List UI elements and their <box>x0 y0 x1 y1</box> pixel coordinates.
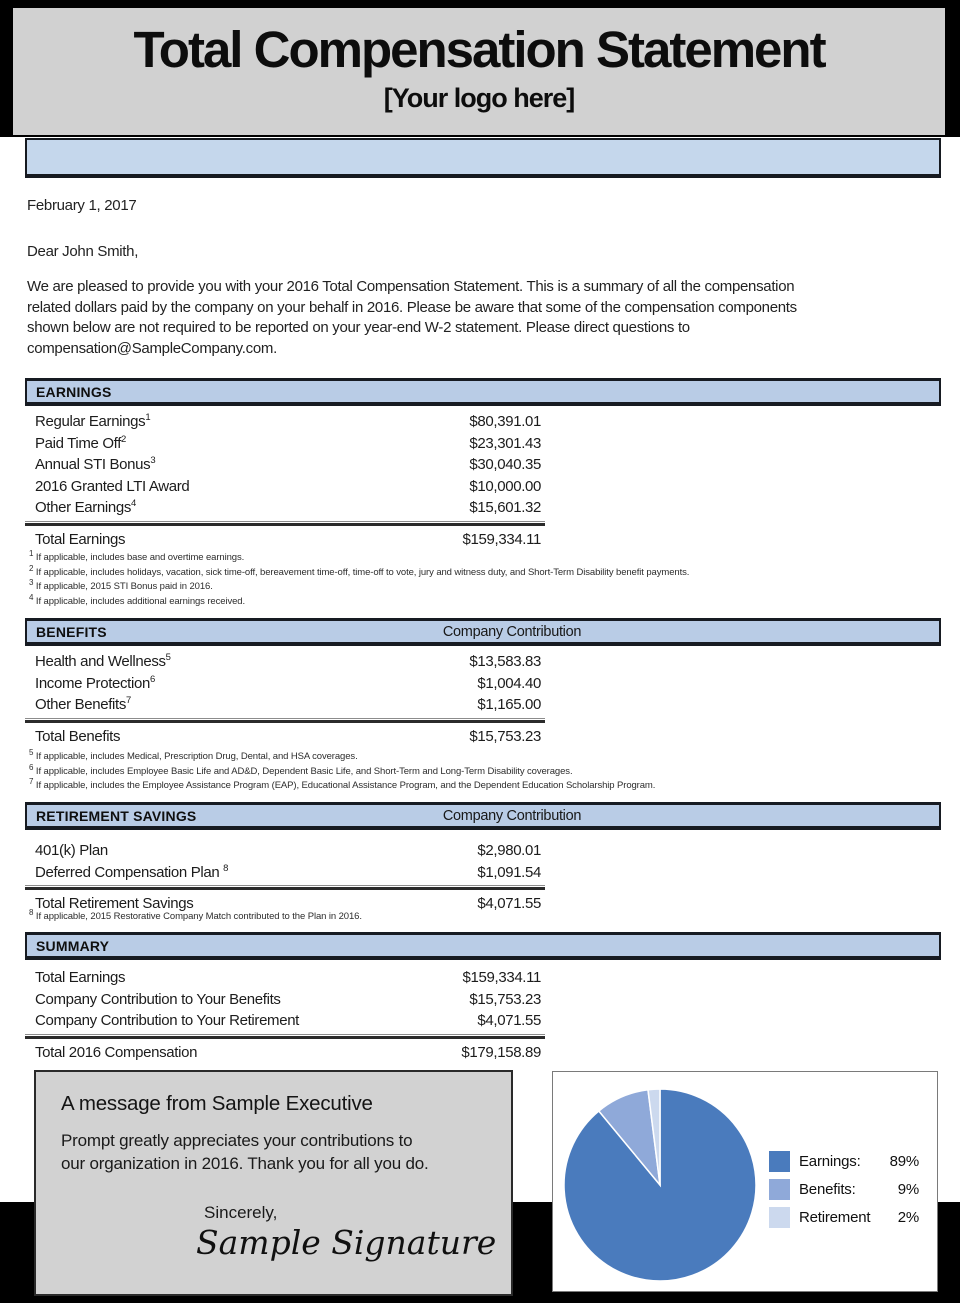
section-header-benefits <box>25 618 941 646</box>
row-label: Paid Time Off$^2$ <box>35 433 126 452</box>
total-separator <box>25 718 545 723</box>
row-label: Company Contribution to Your Retirement <box>35 1012 300 1030</box>
footnote: $^6$ If applicable, includes Employee Basic Life and AD&D, Dependent Basic Life, and Short-Term and Long-Term Disability coverages. <box>29 762 573 777</box>
section-title: BENEFITS <box>36 623 107 640</box>
footnote: $^4$ If applicable, includes additional earnings received. <box>29 592 246 607</box>
letter-greeting: Dear John Smith, <box>27 243 139 260</box>
total-value: $15,753.23 <box>469 727 541 745</box>
footnote: $^3$ If applicable, 2015 STI Bonus paid in 2016. <box>29 578 213 593</box>
row-label: Regular Earnings$^1$ <box>35 412 151 431</box>
section-earnings <box>25 378 941 551</box>
table-row <box>25 1010 545 1032</box>
legend-value: 9% <box>897 1180 919 1198</box>
letter-date: February 1, 2017 <box>27 197 137 214</box>
letter-body-line: related dollars paid by the company on your behalf in 2016. Please be aware that some of the compensation components <box>27 298 797 316</box>
row-value: $4,071.55 <box>477 1012 541 1030</box>
earnings-table <box>25 411 545 551</box>
footnote-ref: 7 <box>125 695 131 707</box>
section-title: EARNINGS <box>36 383 112 400</box>
legend-label: Benefits: <box>799 1180 856 1198</box>
total-value: $4,071.55 <box>477 895 541 912</box>
row-label: Health and Wellness$^5$ <box>35 652 171 671</box>
footnote: $^7$ If applicable, includes the Employee Assistance Program (EAP), Educational Assistance Program, and the Dependent Education Scholarship Program. <box>29 777 656 792</box>
total-separator <box>25 521 545 526</box>
pie-chart-panel <box>552 1071 938 1292</box>
earnings-footnotes <box>29 548 929 609</box>
table-row <box>25 651 545 673</box>
benefits-table <box>25 651 545 748</box>
document-title: Total Compensation Statement <box>133 21 825 78</box>
footnote-ref: 2 <box>121 433 126 445</box>
section-header-earnings <box>25 378 941 406</box>
row-label: Other Earnings$^4$ <box>35 498 136 517</box>
footnote-ref: 8 <box>223 862 229 874</box>
column-header: Company Contribution <box>442 623 582 640</box>
section-title: SUMMARY <box>36 937 110 954</box>
row-value: $23,301.43 <box>469 434 541 452</box>
table-row <box>25 497 545 519</box>
table-row <box>25 989 545 1011</box>
legend-value: 89% <box>889 1152 919 1170</box>
row-value: $80,391.01 <box>469 413 541 431</box>
total-value: $179,158.89 <box>461 1043 541 1061</box>
footnote-ref: 1 <box>145 412 151 424</box>
legend-swatch-retirement <box>769 1207 790 1228</box>
table-row <box>25 840 545 862</box>
total-label: Total 2016 Compensation <box>35 1043 198 1061</box>
row-value: $1,091.54 <box>477 863 541 881</box>
footnote-ref: 3 <box>150 455 156 467</box>
column-header: Company Contribution <box>442 807 582 824</box>
header-banner <box>25 138 941 178</box>
executive-message-box <box>34 1070 513 1296</box>
section-benefits <box>25 618 941 748</box>
footnote: $^2$ If applicable, includes holidays, vacation, sick time-off, bereavement time-off, time-off to vote, jury and witness duty, and Short-Term Disability benefit payments. <box>29 563 690 578</box>
footnote-ref: 4 <box>130 498 136 510</box>
legend-item-retirement <box>769 1206 919 1228</box>
row-label: Other Benefits$^7$ <box>35 695 131 714</box>
total-separator <box>25 1034 545 1039</box>
benefits-footnotes <box>29 747 929 794</box>
total-row <box>25 725 545 748</box>
row-value: $15,753.23 <box>469 990 541 1008</box>
message-body-line: Prompt greatly appreciates your contributions to <box>61 1131 413 1150</box>
row-label: 2016 Granted LTI Award <box>35 477 190 495</box>
message-heading: A message from Sample Executive <box>61 1092 373 1115</box>
row-value: $10,000.00 <box>469 477 541 495</box>
table-row <box>25 433 545 455</box>
footnote: $^8$ If applicable, 2015 Restorative Company Match contributed to the Plan in 2016. <box>29 907 362 922</box>
row-label: 401(k) Plan <box>35 842 108 860</box>
row-label: Income Protection$^6$ <box>35 673 155 692</box>
legend-swatch-benefits <box>769 1179 790 1200</box>
summary-table <box>25 967 545 1064</box>
section-header-summary <box>25 932 941 960</box>
letter-body-line: We are pleased to provide you with your 2016 Total Compensation Statement. This is a summary of all the compensation <box>27 278 795 295</box>
footnote-ref: 5 <box>165 652 171 664</box>
total-row <box>25 528 545 551</box>
table-row <box>25 967 545 989</box>
message-body <box>61 1129 429 1175</box>
table-row <box>25 476 545 498</box>
legend-item-benefits <box>769 1178 919 1200</box>
row-label: Annual STI Bonus$^3$ <box>35 455 156 474</box>
row-value: $2,980.01 <box>477 842 541 860</box>
row-value: $15,601.32 <box>469 499 541 517</box>
legend-label: Retirement <box>799 1208 871 1226</box>
footnote-ref: 6 <box>149 673 155 685</box>
row-value: $1,165.00 <box>477 696 541 714</box>
retirement-table <box>25 840 545 915</box>
legend-label: Earnings: <box>799 1152 861 1170</box>
footnote: $^1$ If applicable, includes base and overtime earnings. <box>29 548 245 563</box>
total-label: Total Retirement Savings <box>35 895 194 912</box>
signature: Sample Signature <box>196 1223 497 1262</box>
letter-body-line: compensation@SampleCompany.com. <box>27 339 277 357</box>
section-summary <box>25 932 941 1064</box>
letter-body-line: shown below are not required to be reported on your year-end W-2 statement. Please direct questions to <box>27 319 690 336</box>
row-label: Deferred Compensation Plan $^8$ <box>35 862 229 881</box>
total-label: Total Benefits <box>35 727 121 745</box>
table-row <box>25 411 545 433</box>
table-row <box>25 673 545 695</box>
row-label: Company Contribution to Your Benefits <box>35 990 281 1008</box>
legend-item-earnings <box>769 1150 919 1172</box>
total-value: $159,334.11 <box>462 530 541 548</box>
section-title: RETIREMENT SAVINGS <box>36 807 197 824</box>
retirement-footnotes <box>29 907 929 925</box>
table-row <box>25 694 545 716</box>
table-row <box>25 862 545 884</box>
message-closing: Sincerely, <box>204 1203 278 1222</box>
row-value: $30,040.35 <box>469 456 541 474</box>
row-value: $1,004.40 <box>477 674 541 692</box>
row-label: Total Earnings <box>35 969 126 987</box>
message-body-line: our organization in 2016. Thank you for all you do. <box>61 1154 429 1173</box>
footnote: $^5$ If applicable, includes Medical, Prescription Drug, Dental, and HSA coverages. <box>29 747 358 762</box>
document-header <box>13 8 945 135</box>
section-retirement <box>25 802 941 915</box>
total-label: Total Earnings <box>35 530 126 548</box>
row-value: $13,583.83 <box>469 653 541 671</box>
total-separator <box>25 885 545 890</box>
total-row <box>25 1041 545 1064</box>
legend-swatch-earnings <box>769 1151 790 1172</box>
letter-block <box>27 197 932 359</box>
section-header-retirement <box>25 802 941 830</box>
row-value: $159,334.11 <box>462 969 541 987</box>
table-row <box>25 454 545 476</box>
legend-value: 2% <box>897 1208 919 1226</box>
logo-placeholder: [Your logo here] <box>383 83 575 113</box>
